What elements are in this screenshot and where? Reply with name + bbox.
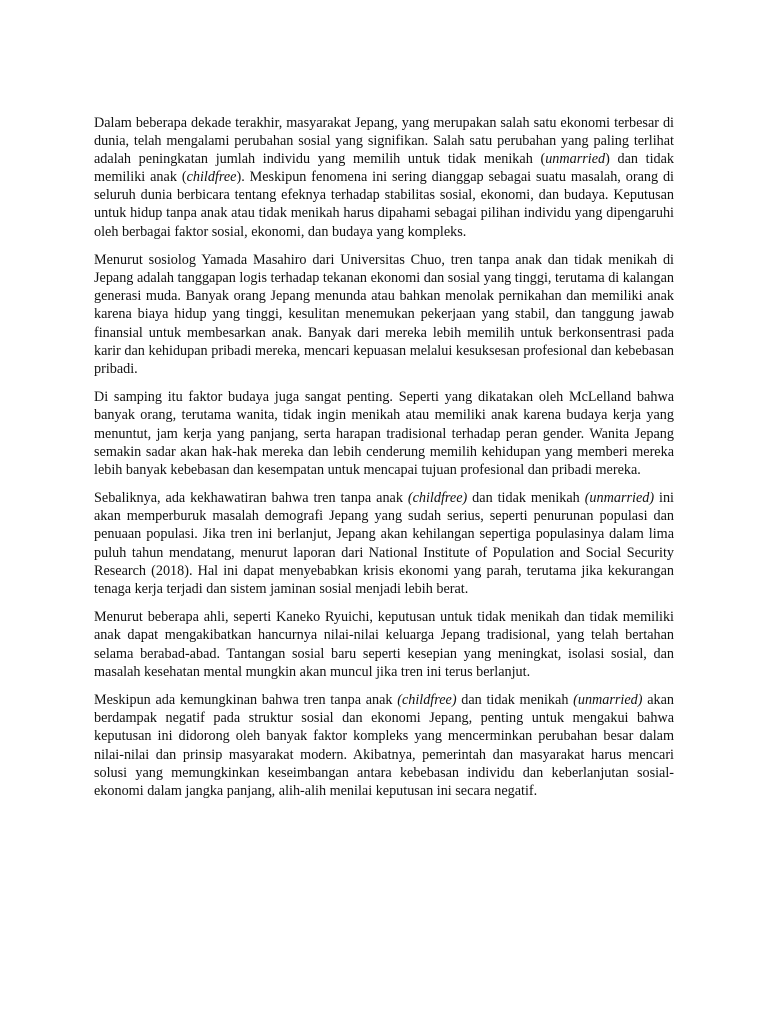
paragraph-4: Sebaliknya, ada kekhawatiran bahwa tren tanpa anak (childfree) dan tidak menikah (unmarried) ini akan memperburuk masalah demografi Jepang yang sudah serius, seperti penurunan populasi dan penuaan populasi. Jika tren ini berlanjut, Jepang akan kehilangan sepertiga populasinya dalam lima puluh tahun mendatang, menurut laporan dari National Institute of Population and Social Security Research (2018). Hal ini dapat menyebabkan krisis ekonomi yang parah, terutama jika kekurangan tenaga kerja terjadi dan sistem jaminan sosial menjadi lebih berat. [94, 490, 674, 597]
paragraph-1: Dalam beberapa dekade terakhir, masyarakat Jepang, yang merupakan salah satu ekonomi terbesar di dunia, telah mengalami perubahan sosial yang signifikan. Salah satu perubahan yang paling terlihat adalah peningkatan jumlah individu yang memilih untuk tidak menikah (unmarried) dan tidak memiliki anak (childfree). Meskipun fenomena ini sering dianggap sebagai suatu masalah, orang di seluruh dunia berbicara tentang efeknya terhadap stabilitas sosial, ekonomi, dan budaya. Keputusan untuk hidup tanpa anak atau tidak menikah harus dipahami sebagai pilihan individu yang dipengaruhi oleh berbagai faktor sosial, ekonomi, dan budaya yang kompleks. [94, 115, 675, 240]
document-body [94, 114, 674, 800]
paragraph-5: Menurut beberapa ahli, seperti Kaneko Ryuichi, keputusan untuk tidak menikah dan tidak memiliki anak dapat mengakibatkan hancurnya nilai-nilai keluarga Jepang tradisional, yang telah bertahan selama berabad-abad. Tantangan sosial baru seperti kesepian yang meningkat, isolasi sosial, dan masalah kesehatan mental mungkin akan muncul jika tren ini terus berlanjut. [94, 609, 674, 680]
paragraph-3: Di samping itu faktor budaya juga sangat penting. Seperti yang dikatakan oleh McLelland bahwa banyak orang, terutama wanita, tidak ingin menikah atau memiliki anak karena budaya kerja yang menuntut, jam kerja yang panjang, serta harapan tradisional terhadap peran gender. Wanita Jepang semakin sadar akan hak-hak mereka dan lebih cenderung memilih kehidupan yang memberi mereka lebih banyak kebebasan dan kesempatan untuk mencapai tujuan profesional dan pribadi mereka. [94, 389, 674, 478]
paragraph-2: Menurut sosiolog Yamada Masahiro dari Universitas Chuo, tren tanpa anak dan tidak menikah di Jepang adalah tanggapan logis terhadap tekanan ekonomi dan sosial yang tinggi, terutama di kalangan generasi muda. Banyak orang Jepang menunda atau bahkan menolak pernikahan dan memiliki anak karena biaya hidup yang tinggi, kesulitan menemukan pekerjaan yang stabil, dan tanggung jawab finansial untuk membesarkan anak. Banyak dari mereka lebih memilih untuk berkonsentrasi pada karir dan kehidupan pribadi mereka, mencari kepuasan melalui kesuksesan profesional dan kebebasan pribadi. [94, 252, 674, 377]
paragraph-6: Meskipun ada kemungkinan bahwa tren tanpa anak (childfree) dan tidak menikah (unmarried) akan berdampak negatif pada struktur sosial dan ekonomi Jepang, penting untuk mengakui bahwa keputusan ini didorong oleh banyak faktor kompleks yang mencerminkan perubahan besar dalam nilai-nilai dan prinsip masyarakat modern. Akibatnya, pemerintah dan masyarakat harus mencari solusi yang memungkinkan keseimbangan antara kebebasan individu dan keberlanjutan sosial-ekonomi dalam jangka panjang, alih-alih menilai keputusan ini secara negatif. [94, 692, 674, 799]
